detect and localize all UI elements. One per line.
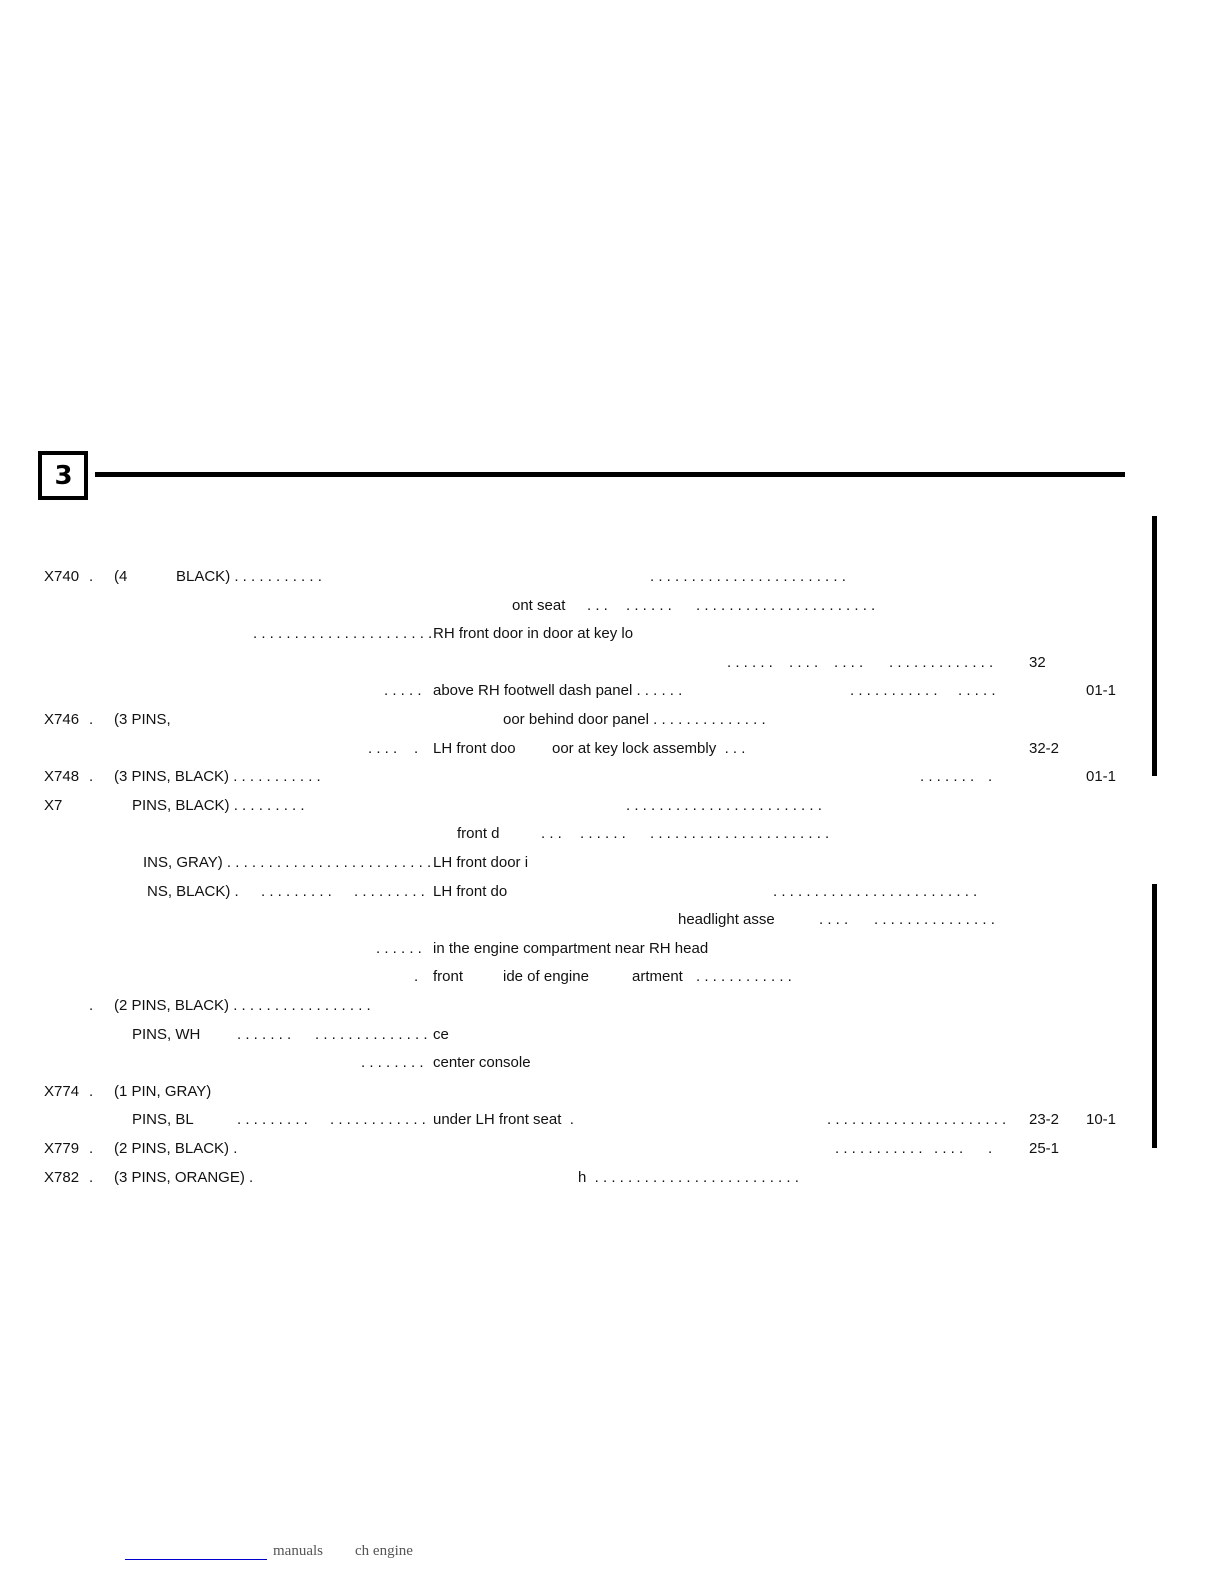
row-text: . (89, 711, 94, 728)
row-text: artment (632, 968, 683, 986)
row-text: NS, BLACK) . (147, 882, 239, 900)
row-text: . . . . (834, 653, 864, 671)
list-row (0, 1139, 1224, 1159)
margin-bar-upper (1152, 516, 1157, 776)
row-text: . (89, 1082, 94, 1100)
row-text: (1 PIN, GRAY) (114, 1082, 212, 1100)
row-text: . . . . . . . . . . . . (696, 968, 792, 986)
row-text: . (414, 968, 419, 986)
row-text: above RH footwell dash panel . . . . . . (433, 682, 683, 700)
row-text: . . . . . . . . . . . (850, 682, 938, 700)
row-text: . . . . . . . . . . . . . . . . . . . . . . (827, 1111, 1007, 1129)
list-row (0, 596, 1224, 616)
row-text: front (433, 968, 464, 986)
row-text: . . . . . . . . (361, 1054, 424, 1072)
row-text: . . . . . . . . . (354, 882, 425, 900)
row-text: 32-2 (1029, 739, 1060, 757)
row-text: . . . . . . . . . . . (835, 1140, 923, 1157)
row-text: BLACK) . . . . . . . . . . . (176, 568, 322, 585)
row-text: . . . . . . . . . . . . . . . . . . . . . . (696, 596, 876, 614)
footer-text-2: ch engine (355, 1543, 413, 1559)
row-text: (2 PINS, BLACK) . . . . . . . . . . . . . . . . . (114, 997, 371, 1014)
row-text: ce (433, 1025, 449, 1043)
row-text: LH front do (433, 882, 508, 900)
list-row (0, 939, 1224, 959)
row-text: PINS, BLACK) . . . . . . . . . (132, 796, 305, 814)
row-text: . . . . . . . . . . . . . . . (874, 911, 995, 929)
row-text: center console (433, 1054, 531, 1072)
footer-text-1: manuals (273, 1543, 323, 1559)
row-text: . . . . . . . (237, 1025, 292, 1043)
row-text: . . . . (819, 911, 849, 929)
row-text: . . . . . . . . . (237, 1111, 308, 1129)
row-text: (2 PINS, BLACK) . (114, 1140, 238, 1157)
row-text: . . . . . . . . . . . . . (889, 653, 994, 671)
row-text: 01-1 (1086, 682, 1117, 700)
footer-link[interactable] (125, 1559, 267, 1560)
row-text: 23-2 (1029, 1111, 1060, 1129)
row-text: ont seat (512, 596, 566, 614)
row-text: . . . (587, 596, 608, 614)
row-text: . . . . . . . . . . . . . . . . . . . . . . . . (650, 568, 846, 585)
list-row (0, 882, 1224, 902)
row-text: . (89, 1140, 94, 1157)
row-text: X748 (44, 768, 80, 786)
row-text: . . . . . . . . . . . . (330, 1111, 426, 1129)
row-text: 25-1 (1029, 1140, 1060, 1157)
row-text: PINS, BL (132, 1111, 194, 1129)
row-text: . (89, 997, 94, 1014)
list-row (0, 796, 1224, 816)
list-row (0, 1025, 1224, 1045)
row-text: . . . . (789, 653, 819, 671)
row-text: . . . . (368, 739, 398, 757)
list-row (0, 653, 1224, 673)
row-text: X740 (44, 568, 80, 585)
row-text: 32 (1029, 653, 1046, 671)
row-text: LH front door i (433, 854, 529, 871)
row-text: . . . . . (958, 682, 996, 700)
row-text: headlight asse (678, 911, 775, 929)
row-text: PINS, WH (132, 1025, 201, 1043)
row-text: (4 (114, 568, 128, 585)
row-text: (3 PINS, BLACK) . . . . . . . . . . . (114, 768, 321, 786)
row-text: . . . . . . (580, 825, 626, 843)
list-row (0, 996, 1224, 1016)
row-text: . . . . . . . . . . . . . . . . . . . . . . . . . (773, 882, 978, 900)
list-row (0, 910, 1224, 930)
row-text: X774 (44, 1082, 80, 1100)
row-text: . (414, 739, 419, 757)
row-text: 10-1 (1086, 1111, 1117, 1129)
row-text: . (89, 568, 94, 585)
row-text: . (988, 1140, 993, 1157)
row-text: front d (457, 825, 500, 843)
row-text: . . . . . . . . . . . . . . . . . . . . . . (253, 625, 433, 643)
row-text: . . . . . . (727, 653, 773, 671)
row-text: . . . . (934, 1140, 964, 1157)
list-row (0, 967, 1224, 987)
row-text: . (988, 768, 993, 786)
row-text: . (89, 768, 94, 786)
list-row (0, 824, 1224, 844)
row-text: . . . . . . . . . (261, 882, 332, 900)
row-text: . . . . . . . . . . . . . . (315, 1025, 428, 1043)
row-text: h . . . . . . . . . . . . . . . . . . . . . . . . . (578, 1168, 799, 1186)
section-number-badge (38, 451, 88, 500)
header-rule (95, 472, 1125, 477)
row-text: oor behind door panel . . . . . . . . . . . . . . (503, 711, 766, 728)
row-text: . . . . . . . . . . . . . . . . . . . . . . . . (626, 796, 822, 814)
row-text: (3 PINS, (114, 711, 171, 728)
row-text: ide of engine (503, 968, 589, 986)
list-row (0, 853, 1224, 873)
list-row (0, 710, 1224, 730)
row-text: in the engine compartment near RH head (433, 939, 709, 957)
row-text: . . . . . (384, 682, 422, 700)
row-text: . . . (541, 825, 562, 843)
list-row (0, 1168, 1224, 1188)
list-row (0, 767, 1224, 787)
section-number: 3 (54, 461, 72, 491)
list-row (0, 624, 1224, 644)
row-text: X7 (44, 796, 63, 814)
row-text: X746 (44, 711, 80, 728)
row-text: oor at key lock assembly . . . (552, 739, 746, 757)
row-text: 01-1 (1086, 768, 1117, 786)
row-text: . . . . . . . . . . . . . . . . . . . . . . (650, 825, 830, 843)
list-row (0, 1110, 1224, 1130)
row-text: under LH front seat . (433, 1111, 574, 1129)
list-row (0, 739, 1224, 759)
row-text: INS, GRAY) . . . . . . . . . . . . . . . . . . . . . . . . . (143, 854, 432, 871)
list-row (0, 567, 1224, 587)
list-row (0, 681, 1224, 701)
list-row (0, 1053, 1224, 1073)
row-text: . (89, 1168, 94, 1186)
row-text: . . . . . . (626, 596, 672, 614)
row-text: X779 (44, 1140, 80, 1157)
row-text: LH front doo (433, 739, 516, 757)
list-row (0, 1082, 1224, 1102)
row-text: X782 (44, 1168, 80, 1186)
row-text: . . . . . . . (920, 768, 975, 786)
row-text: . . . . . . (376, 939, 422, 957)
row-text: RH front door in door at key lo (433, 625, 634, 643)
row-text: (3 PINS, ORANGE) . (114, 1168, 254, 1186)
